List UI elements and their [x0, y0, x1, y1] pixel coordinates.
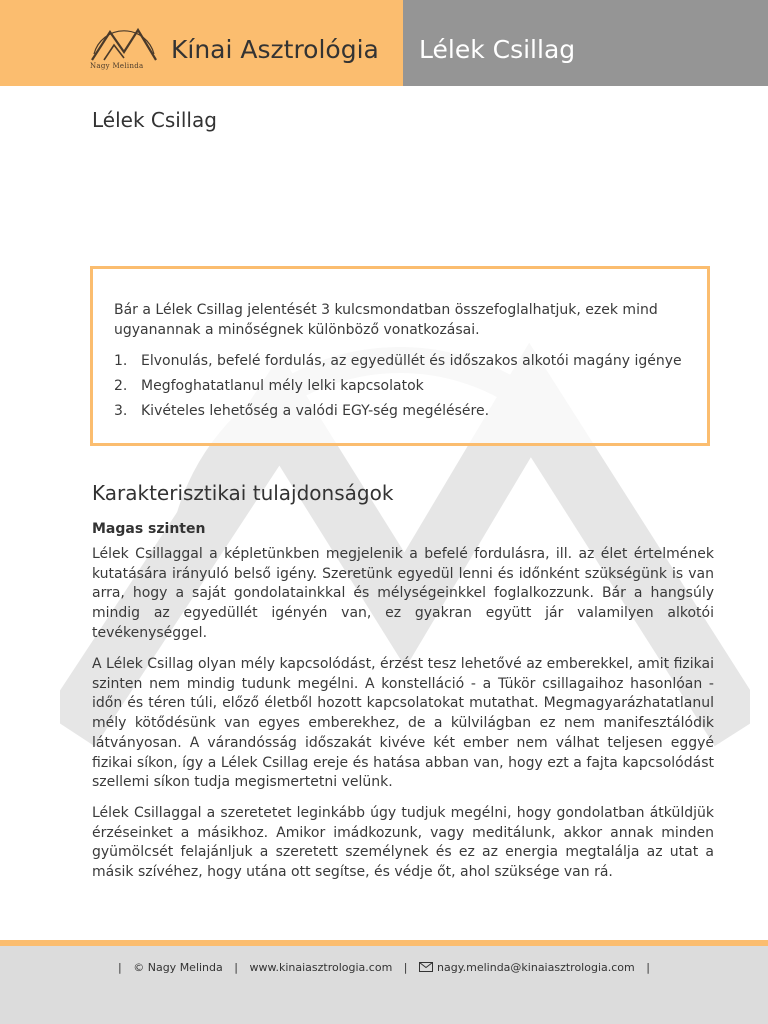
- header: [0, 0, 768, 86]
- section-subheading: Magas szinten: [92, 521, 206, 537]
- footer-line: [0, 961, 768, 974]
- brand-title: Kínai Asztrológia: [171, 35, 379, 64]
- body-paragraph: A Lélek Csillag olyan mély kapcsolódást, érzést tesz lehetővé az emberekkel, amit fizikai szinten nem mindig tudunk megélni. A konstelláció - a Tükör csillagaihoz hasonlóan - időn és téren túli, előző életből hozott kapcsolatokat mutathat. Megmagyarázhatatlanul mély kötődésünk van egyes emberekhez, de a külvilágban ez nem manifesztálódik látványosan. A várandósság időszakát kivéve két ember nem válhat teljesen eggyé fizikai síkon, így a Lélek Csillag ereje és hatása abban van, hogy ezt a fajta kapcsolódást szellemi síkon tudja megismertetni velünk.: [92, 656, 714, 791]
- summary-box: [90, 266, 710, 446]
- list-item: [114, 378, 682, 403]
- footer-separator: |: [234, 961, 238, 974]
- list-number: 1.: [114, 353, 128, 369]
- body-paragraph: Lélek Csillaggal a szeretetet leginkább úgy tudjuk megélni, hogy gondolatban átküldjük érzéseinket a másikhoz. Amikor imádkozunk, vagy meditálunk, akkor annak minden gyümölcsét felajánljuk a szeretett személynek és ez az energia megtalálja az utat a másik szívéhez, hogy utána ott segítse, és védje őt, ahol szüksége van rá.: [92, 805, 714, 881]
- list-item: [114, 403, 682, 428]
- list-number: 2.: [114, 378, 128, 394]
- footer-separator: |: [646, 961, 650, 974]
- footer-website-link[interactable]: www.kinaiasztrologia.com: [249, 961, 393, 974]
- footer-separator: |: [118, 961, 122, 974]
- section-title: Lélek Csillag: [419, 35, 576, 64]
- footer-separator: |: [403, 961, 408, 974]
- body-paragraph: Lélek Csillaggal a képletünkben megjelenik a befelé fordulásra, ill. az élet értelmének kutatására irányuló belső igény. Szeretünk egyedül lenni és időnként szükségünk is van arra, hogy a saját gondolatainkkal és mélységeinkkel foglalkozzunk. Bár a hangsúly mindig az egyedüllét igényén van, ez gyakran együtt jár valamilyen alkotói tevékenységgel.: [92, 546, 714, 641]
- list-text: Elvonulás, befelé fordulás, az egyedüllét és időszakos alkotói magány igénye: [141, 353, 682, 369]
- brand-banner: [0, 0, 403, 86]
- summary-intro: Bár a Lélek Csillag jelentését 3 kulcsmondatban összefoglalhatjuk, ezek mind ugyanannak a minőségnek különböző vonatkozásai.: [114, 302, 658, 338]
- page-title: Lélek Csillag: [92, 108, 217, 132]
- logo-caption: Nagy Melinda: [90, 62, 144, 70]
- footer: [0, 946, 768, 1024]
- list-text: Kivételes lehetőség a valódi EGY-ség megélésére.: [141, 403, 490, 419]
- list-item: [114, 353, 682, 378]
- list-text: Megfoghatatlanul mély lelki kapcsolatok: [141, 378, 424, 394]
- section-heading: Karakterisztikai tulajdonságok: [92, 481, 394, 505]
- footer-copyright: © Nagy Melinda: [133, 961, 223, 974]
- envelope-icon: [419, 962, 433, 972]
- summary-list: [114, 353, 682, 428]
- list-number: 3.: [114, 403, 128, 419]
- footer-email-link[interactable]: nagy.melinda@kinaiasztrologia.com: [437, 961, 635, 974]
